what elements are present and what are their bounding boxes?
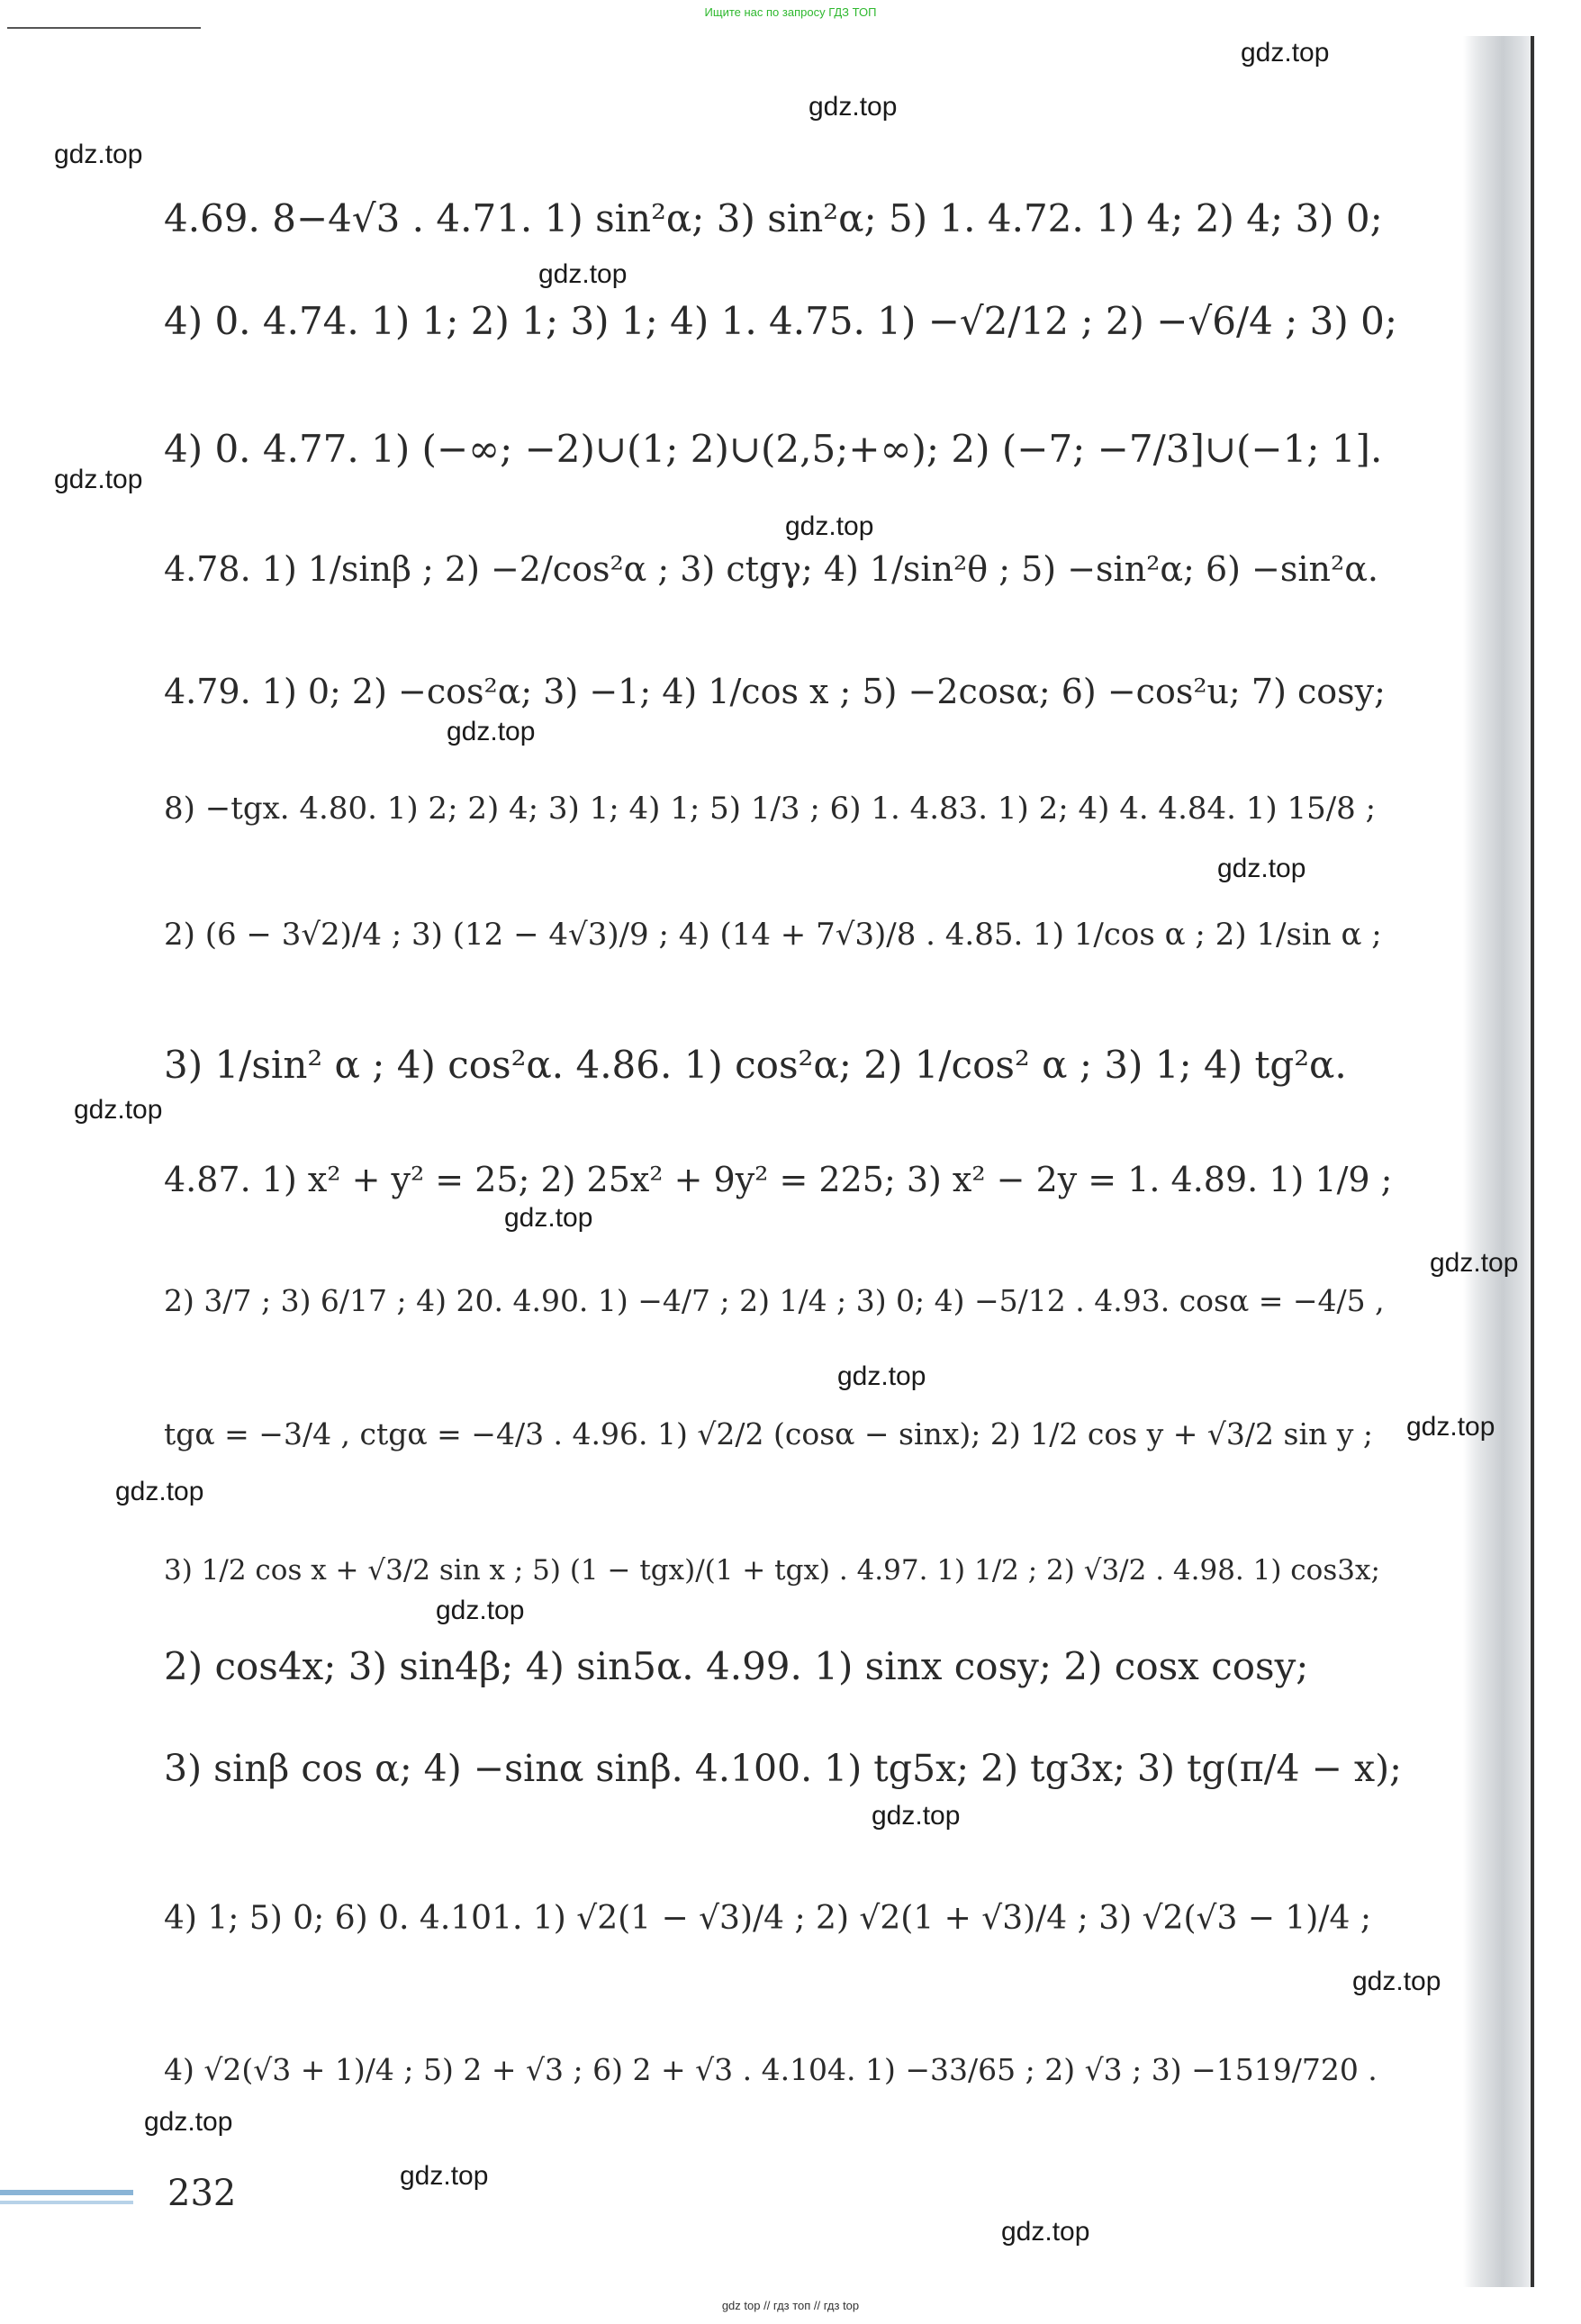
header-rule xyxy=(7,27,201,29)
answer-line: 4.79. 1) 0; 2) −cos²α; 3) −1; 4) 1/cos x ; 5) −2cosα; 6) −cos²u; 7) cosy; xyxy=(164,672,1386,711)
bottom-note: gdz top // гдз топ // гдз top xyxy=(721,2299,860,2312)
watermark: gdz.top xyxy=(504,1203,593,1233)
watermark: gdz.top xyxy=(837,1361,926,1391)
watermark: gdz.top xyxy=(54,140,143,169)
watermark: gdz.top xyxy=(1430,1248,1519,1278)
answer-line: 4) √2(√3 + 1)/4 ; 5) 2 + √3 ; 6) 2 + √3 . 4.104. 1) −33/65 ; 2) √3 ; 3) −1519/720 . xyxy=(164,2051,1378,2087)
book-spine-edge xyxy=(1531,36,1534,2287)
book-spine-shadow xyxy=(1463,36,1535,2287)
watermark: gdz.top xyxy=(447,717,536,746)
answer-line: 4.87. 1) x² + y² = 25; 2) 25x² + 9y² = 225; 3) x² − 2y = 1. 4.89. 1) 1/9 ; xyxy=(164,1160,1393,1199)
watermark: gdz.top xyxy=(1217,854,1306,883)
answer-line: 3) 1/sin² α ; 4) cos²α. 4.86. 1) cos²α; 2) 1/cos² α ; 3) 1; 4) tg²α. xyxy=(164,1042,1347,1087)
answer-line: tgα = −3/4 , ctgα = −4/3 . 4.96. 1) √2/2 (cosα − sinx); 2) 1/2 cos y + √3/2 sin y ; xyxy=(164,1415,1374,1451)
watermark: gdz.top xyxy=(1241,38,1330,68)
answer-line: 2) 3/7 ; 3) 6/17 ; 4) 20. 4.90. 1) −4/7 ; 2) 1/4 ; 3) 0; 4) −5/12 . 4.93. cosα = −4/5 , xyxy=(164,1282,1385,1318)
watermark: gdz.top xyxy=(538,259,628,289)
answer-line: 4) 0. 4.74. 1) 1; 2) 1; 3) 1; 4) 1. 4.75. 1) −√2/12 ; 2) −√6/4 ; 3) 0; xyxy=(164,298,1398,343)
watermark: gdz.top xyxy=(1001,2217,1090,2247)
answer-line: 4) 0. 4.77. 1) (−∞; −2)∪(1; 2)∪(2,5;+∞); 2) (−7; −7/3]∪(−1; 1]. xyxy=(164,426,1383,471)
footer-accent-bar xyxy=(0,2201,133,2204)
watermark: gdz.top xyxy=(436,1596,525,1625)
footer-accent-bar xyxy=(0,2190,133,2195)
watermark: gdz.top xyxy=(785,511,874,541)
watermark: gdz.top xyxy=(74,1095,163,1125)
watermark: gdz.top xyxy=(54,465,143,494)
answer-line: 8) −tgx. 4.80. 1) 2; 2) 4; 3) 1; 4) 1; 5) 1/3 ; 6) 1. 4.83. 1) 2; 4) 4. 4.84. 1) 15/8 ; xyxy=(164,791,1377,827)
answer-line: 4.78. 1) 1/sinβ ; 2) −2/cos²α ; 3) ctgγ; 4) 1/sin²θ ; 5) −sin²α; 6) −sin²α. xyxy=(164,549,1378,589)
answer-line: 4) 1; 5) 0; 6) 0. 4.101. 1) √2(1 − √3)/4 ; 2) √2(1 + √3)/4 ; 3) √2(√3 − 1)/4 ; xyxy=(164,1899,1371,1937)
page-number: 232 xyxy=(167,2173,237,2214)
answer-line: 4.69. 8−4√3 . 4.71. 1) sin²α; 3) sin²α; 5) 1. 4.72. 1) 4; 2) 4; 3) 0; xyxy=(164,195,1383,240)
top-search-note: Ищите нас по запросу ГДЗ ТОП xyxy=(704,5,877,19)
watermark: gdz.top xyxy=(115,1477,204,1506)
watermark: gdz.top xyxy=(1352,1967,1441,1996)
answer-line: 3) 1/2 cos x + √3/2 sin x ; 5) (1 − tgx)/(1 + tgx) . 4.97. 1) 1/2 ; 2) √3/2 . 4.98. 1) cos3x; xyxy=(164,1554,1380,1587)
answer-line: 3) sinβ cos α; 4) −sinα sinβ. 4.100. 1) tg5x; 2) tg3x; 3) tg(π/4 − x); xyxy=(164,1747,1402,1790)
answer-line: 2) (6 − 3√2)/4 ; 3) (12 − 4√3)/9 ; 4) (14 + 7√3)/8 . 4.85. 1) 1/cos α ; 2) 1/sin α ; xyxy=(164,917,1382,953)
watermark: gdz.top xyxy=(872,1801,961,1831)
watermark: gdz.top xyxy=(1406,1412,1495,1442)
watermark: gdz.top xyxy=(144,2107,233,2137)
watermark: gdz.top xyxy=(400,2161,489,2191)
watermark: gdz.top xyxy=(809,92,898,122)
answer-line: 2) cos4x; 3) sin4β; 4) sin5α. 4.99. 1) sinx cosy; 2) cosx cosy; xyxy=(164,1643,1309,1688)
